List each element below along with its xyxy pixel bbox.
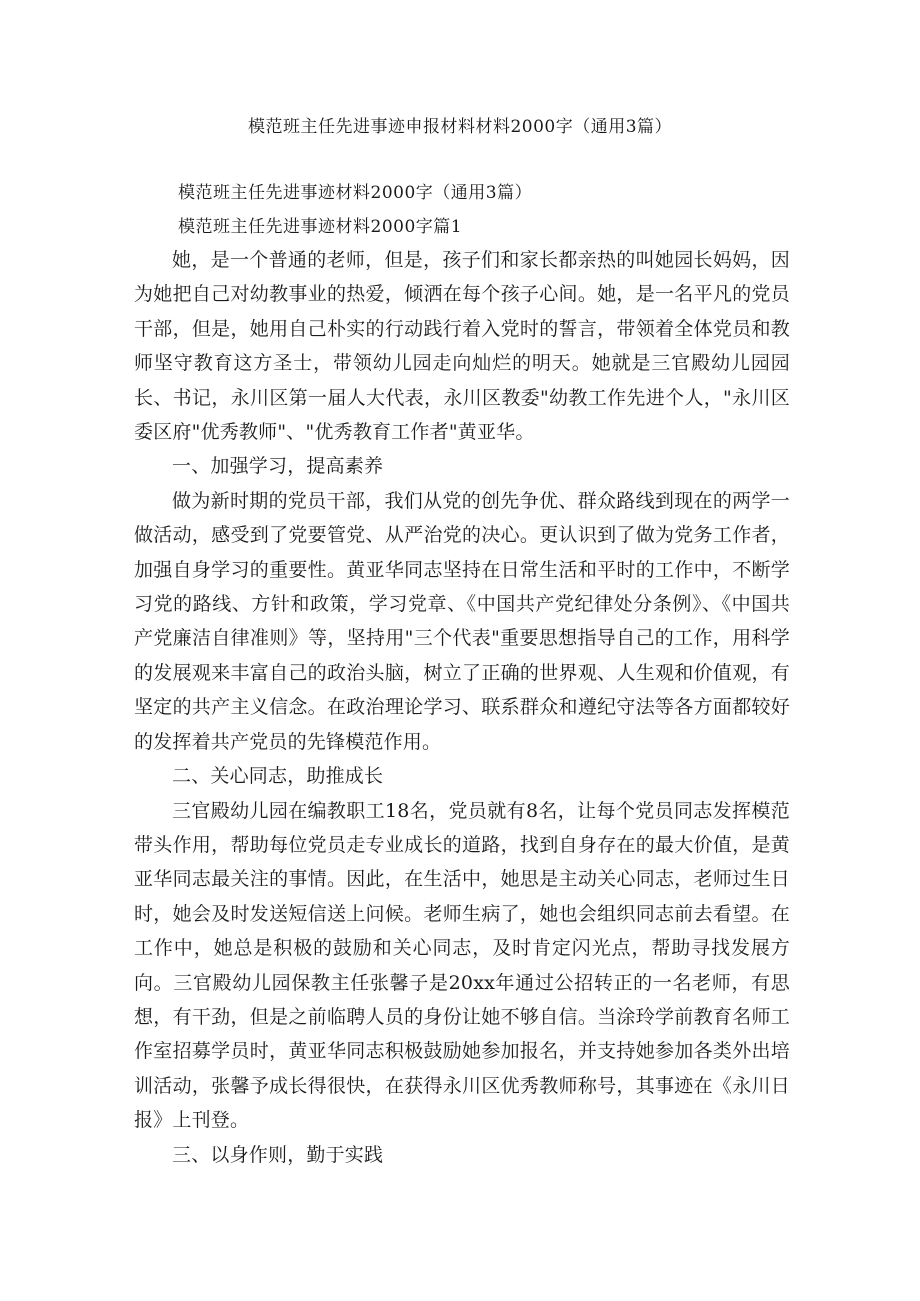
paragraph-study: 做为新时期的党员干部，我们从党的创先争优、群众路线到现在的两学一做活动，感受到了党要管党、从严治党的决心。更认识到了做为党务工作者，加强自身学习的重要性。黄亚华同志坚持在日常生活和平时的工作中，不断学习党的路线、方针和政策，学习党章、《中国共产党纪律处分条例》、《中国共产党廉洁自律准则》等，坚持用"三个代表"重要思想指导自己的工作，用科学的发展观来丰富自己的政治头脑，树立了正确的世界观、人生观和价值观，有坚定的共产主义信念。在政治理论学习、联系群众和遵纪守法等各方面都较好的发挥着共产党员的先锋模范作用。 (134, 489, 790, 753)
heading-care: 二、关心同志，助推成长 (172, 765, 384, 788)
section-title: 模范班主任先进事迹材料2000字篇1 (178, 217, 463, 237)
document-subtitle: 模范班主任先进事迹材料2000字（通用3篇） (178, 183, 533, 203)
heading-practice: 三、以身作则，勤于实践 (172, 1143, 384, 1166)
paragraph-intro: 她，是一个普通的老师，但是，孩子们和家长都亲热的叫她园长妈妈，因为她把自己对幼教事业的热爱，倾洒在每个孩子心间。她，是一名平凡的党员干部，但是，她用自己朴实的行动践行着入党时的誓言，带领着全体党员和教师坚守教育这方圣士，带领幼儿园走向灿烂的明天。她就是三官殿幼儿园园长、书记，永川区第一届人大代表，永川区教委"幼教工作先进个人，"永川区委区府"优秀教师"、"优秀教育工作者"黄亚华。 (134, 249, 790, 444)
heading-study: 一、加强学习，提高素养 (172, 455, 384, 478)
document-title: 模范班主任先进事迹申报材料材料2000字（通用3篇） (247, 117, 673, 137)
paragraph-care: 三官殿幼儿园在编教职工18名，党员就有8名，让每个党员同志发挥模范带头作用，帮助每位党员走专业成长的道路，找到自身存在的最大价值，是黄亚华同志最关注的事情。因此，在生活中，她思是主动关心同志，老师过生日时，她会及时发送短信送上问候。老师生病了，她也会组织同志前去看望。在工作中，她总是积极的鼓励和关心同志，及时肯定闪光点，帮助寻找发展方向。三官殿幼儿园保教主任张馨子是20xx年通过公招转正的一名老师，有思想，有干劲，但是之前临聘人员的身份让她不够自信。当涂玲学前教育名师工作室招募学员时，黄亚华同志积极鼓励她参加报名，并支持她参加各类外出培训活动，张馨予成长得很快，在获得永川区优秀教师称号，其事迹在《永川日报》上刊登。 (134, 799, 790, 1132)
document-body (134, 243, 790, 1172)
